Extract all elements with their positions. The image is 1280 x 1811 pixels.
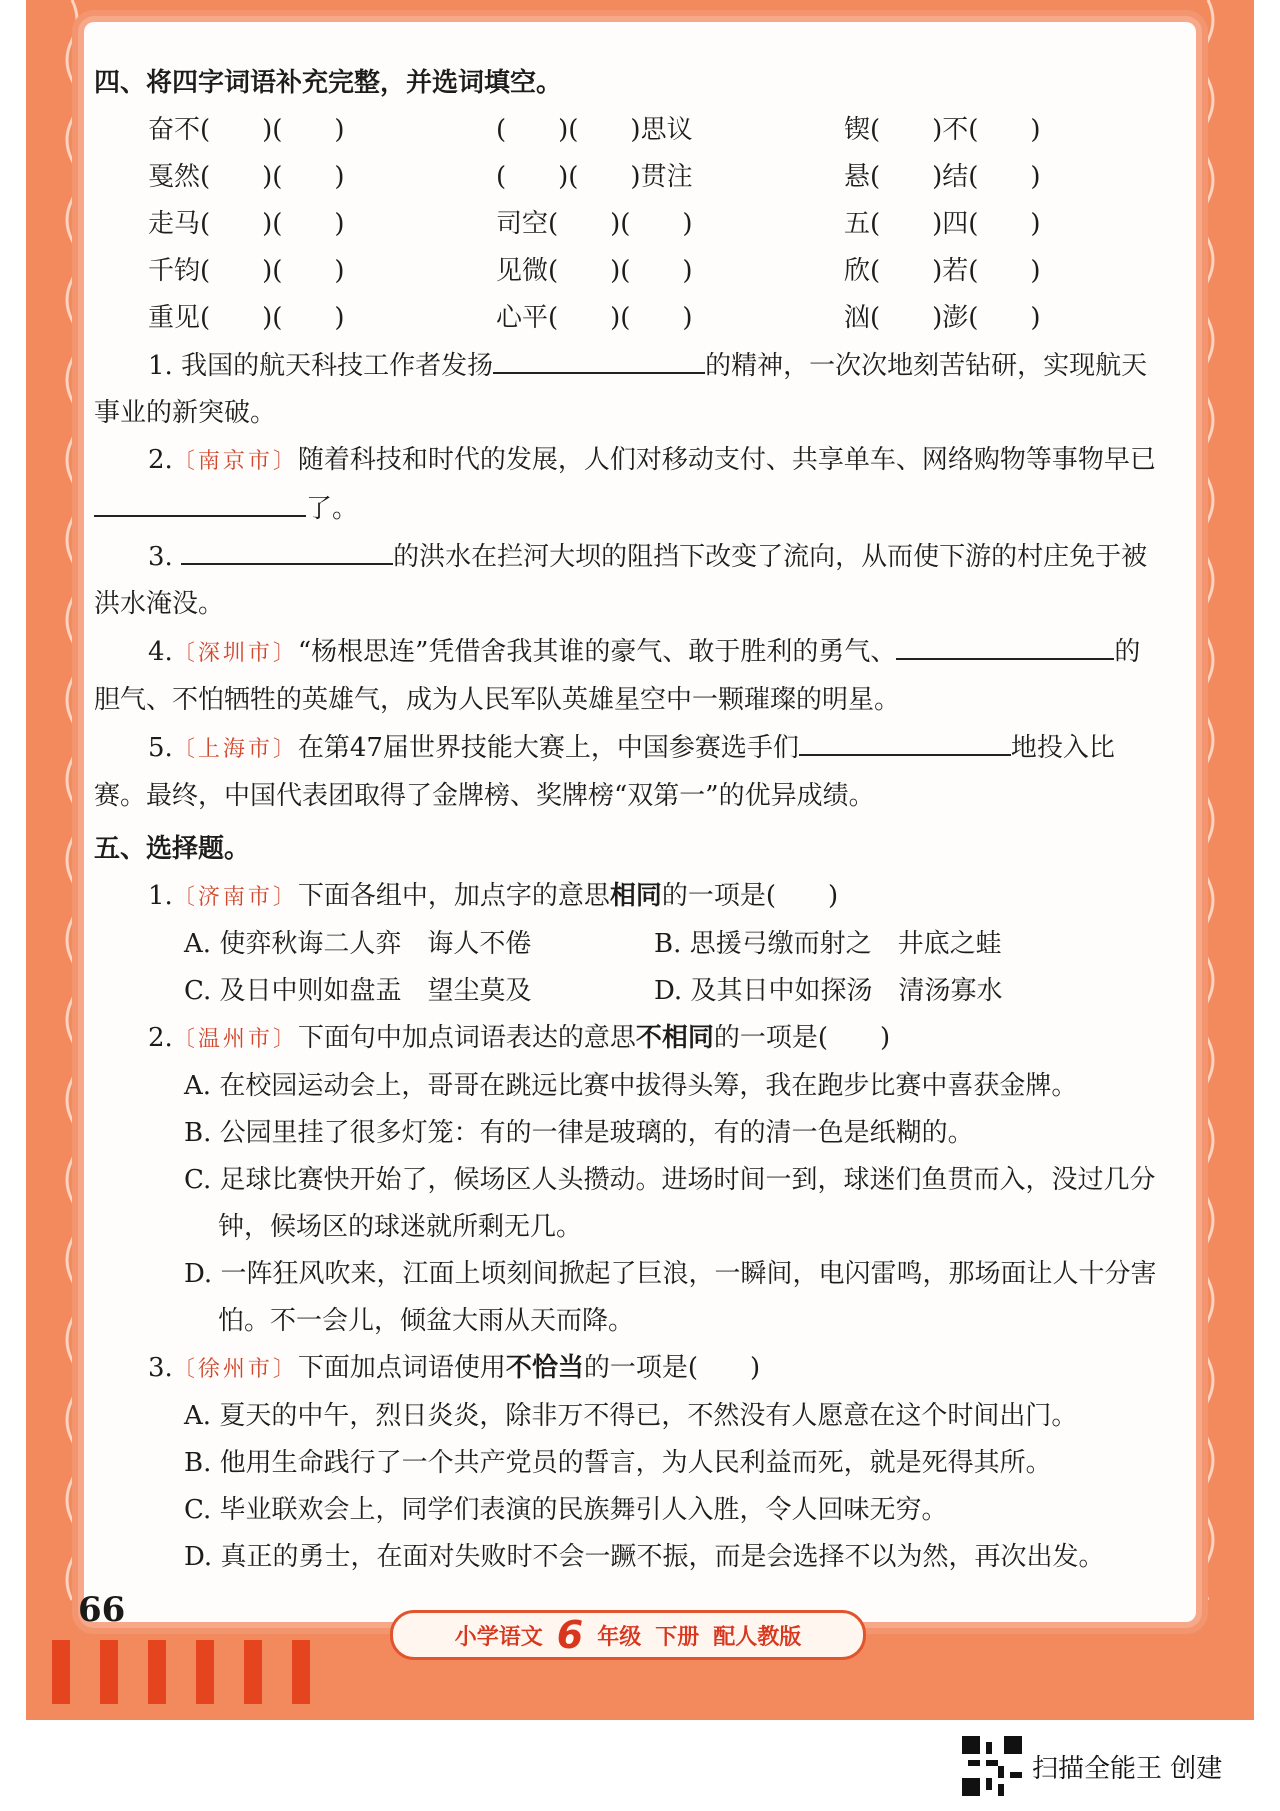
option-text: 夏天的中午，烈日炎炎，除非万不得已，不然没有人愿意在这个时间出门。 [219,1401,1078,1431]
question-text: 在第47届世界技能大赛上，中国参赛选手们 [297,733,799,763]
question-number: 2. [148,445,173,475]
idiom-item[interactable]: 锲( )不( ) [844,115,1041,145]
left-wave-border [62,0,82,1660]
city-tag: 〔济南市〕 [172,885,298,910]
option-c[interactable] [94,1487,1164,1534]
option-text: 井底之蛙 [897,929,1002,959]
option-text: 在校园运动会上，哥哥在跳远比赛中拔得头筹，我在跑步比赛中喜获金牌。 [219,1071,1078,1101]
page-number: 66 [78,1590,126,1630]
idiom-item[interactable]: 见微( )( ) [496,256,693,286]
idiom-item[interactable]: 奋不( )( ) [148,115,345,145]
question-text: 的精神，一次次地刻苦钻研，实现航天事业的新突破。 [94,351,1148,428]
question-number: 1. [148,881,173,911]
question-text: “杨根思连”凭借舍我其谁的豪气、敢于胜利的勇气、 [297,637,897,667]
option-text: 清汤寡水 [898,976,1003,1006]
option-label: C. [184,1165,212,1195]
scanner-watermark [962,1736,1222,1796]
option-text: 使弈秋诲二人弈 [219,929,402,959]
city-tag: 〔徐州市〕 [172,1357,298,1382]
fill-question-2 [94,437,1164,533]
option-label: D. [184,1259,213,1289]
question-text: 的一项是( ) [713,1023,891,1053]
option-text: 毕业联欢会上，同学们表演的民族舞引人入胜，令人回味无穷。 [219,1495,948,1525]
question-number: 3. [148,542,173,572]
option-label: A. [184,1071,212,1101]
fill-question-5 [94,724,1164,820]
option-b[interactable] [94,1110,1164,1157]
question-text: 下面句中加点词语表达的意思 [297,1023,636,1053]
idiom-item[interactable]: 司空( )( ) [496,209,693,239]
idiom-item[interactable]: 走马( )( ) [148,209,345,239]
section-5-title: 五、选择题。 [94,834,251,864]
option-text: 公园里挂了很多灯笼：有的一律是玻璃的，有的清一色是纸糊的。 [219,1118,974,1148]
option-text: 思援弓缴而射之 [689,929,872,959]
question-number: 1. [148,351,173,381]
keyword: 相同 [609,881,662,911]
idiom-item[interactable]: 千钧( )( ) [148,256,345,286]
question-number: 5. [148,733,173,763]
qr-code-icon [962,1736,1022,1796]
edition-label: 配人教版 [713,1624,802,1650]
choice-question-2 [94,1015,1164,1063]
idiom-item[interactable]: ( )( )思议 [496,115,693,145]
option-text: 他用生命践行了一个共产党员的誓言，为人民利益而死，就是死得其所。 [219,1448,1052,1478]
keyword: 不相同 [635,1023,714,1053]
answer-blank[interactable] [94,485,306,517]
choice-question-1 [94,873,1164,921]
option-text: 望尘莫及 [427,976,532,1006]
option-c[interactable] [184,968,654,1015]
idiom-item[interactable]: 悬( )结( ) [844,162,1041,192]
idiom-item[interactable]: 汹( )澎( ) [844,303,1041,333]
fill-question-1 [94,342,1164,437]
option-text: 一阵狂风吹来，江面上顷刻间掀起了巨浪，一瞬间，电闪雷鸣，那场面让人十分害怕。不一会儿，倾盆大雨从天而降。 [218,1259,1157,1336]
option-label: C. [184,976,212,1006]
idiom-item[interactable]: 五( )四( ) [844,209,1041,239]
question-text: 地投入比赛。最终，中国代表团取得了金牌榜、奖牌榜“双第一”的优异成绩。 [94,733,1115,811]
fill-question-4 [94,628,1164,724]
right-wave-border [1198,0,1218,1660]
option-b[interactable] [94,1440,1164,1487]
option-text: 及其日中如探汤 [690,976,873,1006]
bar [196,1640,214,1704]
city-tag: 〔上海市〕 [172,737,298,762]
idiom-item[interactable]: 欣( )若( ) [844,256,1041,286]
option-text: 真正的勇士，在面对失败时不会一蹶不振，而是会选择不以为然，再次出发。 [220,1542,1105,1572]
option-label: D. [184,1542,213,1572]
section-4-title: 四、将四字词语补充完整，并选词填空。 [94,68,563,98]
answer-blank[interactable] [181,533,393,565]
bar [52,1640,70,1704]
question-number: 4. [148,637,173,667]
option-b[interactable] [654,921,1124,968]
option-label: B. [184,1118,212,1148]
option-a[interactable] [94,1063,1164,1110]
option-label: D. [654,976,683,1006]
idiom-item[interactable]: ( )( )贯注 [496,162,693,192]
option-label: C. [184,1495,212,1525]
option-d[interactable] [94,1534,1164,1581]
option-text: 及日中则如盘盂 [219,976,402,1006]
answer-blank[interactable] [493,342,705,374]
option-text: 足球比赛快开始了，候场区人头攒动。进场时间一到，球迷们鱼贯而入，没过几分钟，候场区的球迷就所剩无几。 [218,1165,1156,1242]
bar [100,1640,118,1704]
option-label: A. [184,1401,212,1431]
city-tag: 〔温州市〕 [172,1027,298,1052]
question-number: 2. [148,1023,173,1053]
option-label: B. [654,929,682,959]
option-d[interactable] [94,1251,1164,1345]
option-a[interactable] [184,921,654,968]
city-tag: 〔深圳市〕 [172,641,298,666]
fill-question-3 [94,533,1164,628]
question-text: 下面各组中，加点字的意思 [297,881,610,911]
idiom-item[interactable]: 戛然( )( ) [148,162,345,192]
answer-blank[interactable] [799,724,1011,756]
volume-label: 下册 [655,1624,700,1650]
option-row [94,921,1164,968]
option-d[interactable] [654,968,1124,1015]
option-label: B. [184,1448,212,1478]
bar [292,1640,310,1704]
bar [148,1640,166,1704]
question-text: 我国的航天科技工作者发扬 [181,351,494,381]
question-number: 3. [148,1353,173,1383]
question-text: 随着科技和时代的发展，人们对移动支付、共享单车、网络购物等事物早已 [297,445,1156,475]
bar [244,1640,262,1704]
answer-blank[interactable] [896,628,1114,660]
idiom-item[interactable]: 重见( )( ) [148,303,345,333]
idiom-item[interactable]: 心平( )( ) [496,303,693,333]
choice-question-3 [94,1345,1164,1393]
option-c[interactable] [94,1157,1164,1251]
question-text: 的一项是( ) [583,1353,761,1383]
grade-number: 6 [556,1613,584,1657]
question-text: 的一项是( ) [661,881,839,911]
question-text: 了。 [306,494,359,524]
city-tag: 〔南京市〕 [172,449,298,474]
question-text: 下面加点词语使用 [297,1353,506,1383]
scanner-label: 扫描全能王 创建 [1032,1753,1223,1784]
keyword: 不恰当 [505,1353,584,1383]
worksheet-content [94,60,1164,1581]
option-label: A. [184,929,212,959]
subject-label: 小学语文 [454,1624,543,1650]
grade-label: 年级 [597,1624,642,1650]
question-text: 的胆气、不怕牺牲的英雄气，成为人民军队英雄星空中一颗璀璨的明星。 [94,637,1141,715]
idiom-grid [94,107,1164,342]
footer-banner [390,1610,866,1660]
option-row [94,968,1164,1015]
option-text: 诲人不倦 [427,929,532,959]
option-a[interactable] [94,1393,1164,1440]
question-text: 的洪水在拦河大坝的阻挡下改变了流向，从而使下游的村庄免于被洪水淹没。 [94,542,1148,619]
